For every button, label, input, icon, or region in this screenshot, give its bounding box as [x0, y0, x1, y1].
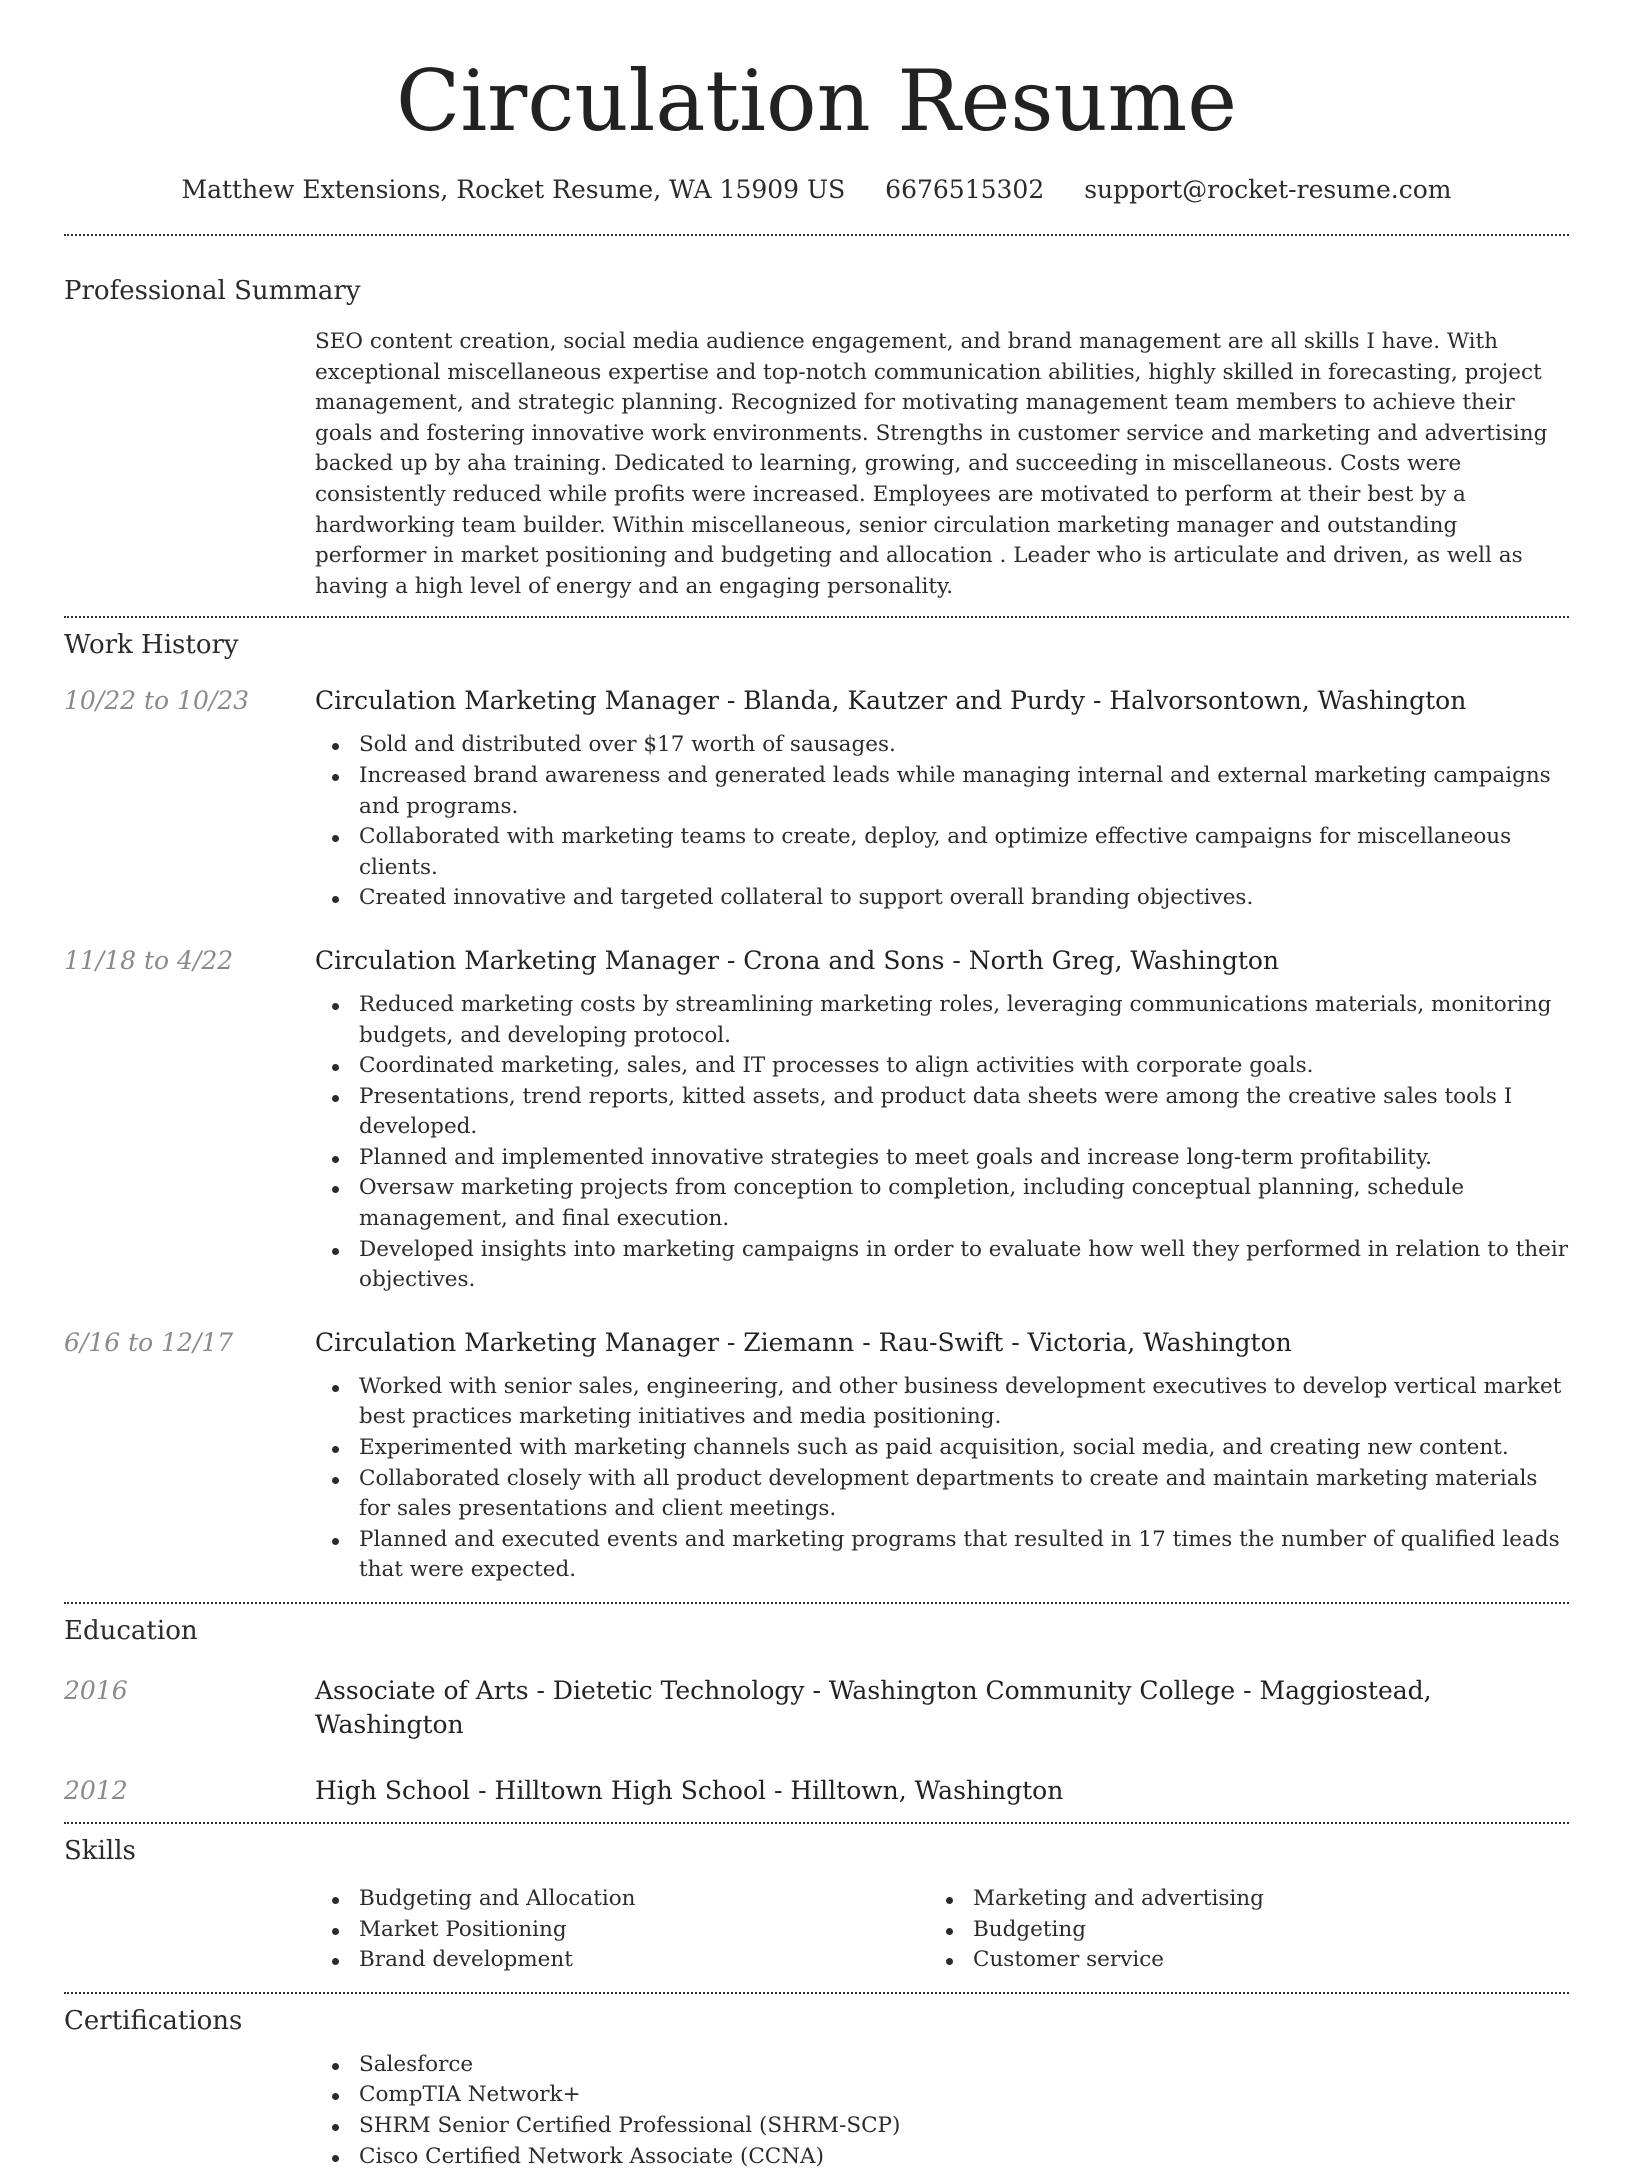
skill-item: Marketing and advertising [929, 1884, 1264, 1915]
education-heading-text: Associate of Arts - Dietetic Technology - Washington Community College - Maggiostead, Washington [315, 1676, 1432, 1739]
skill-item: Market Positioning [315, 1915, 929, 1946]
education-section [64, 1614, 1569, 1822]
work-history-section [64, 628, 1569, 1602]
skills-column-1 [315, 1884, 929, 1976]
skill-item: Brand development [315, 1945, 929, 1976]
job-bullet: Collaborated with marketing teams to create, deploy, and optimize effective campaigns for miscellaneous clients. [315, 822, 1569, 883]
job-bullet: Worked with senior sales, engineering, and other business development executives to develop vertical market best practices marketing initiatives and media positioning. [315, 1372, 1569, 1433]
section-divider [64, 234, 1569, 236]
job-heading: Circulation Marketing Manager - Ziemann - Rau-Swift - Victoria, Washington [315, 1327, 1292, 1357]
summary-text: SEO content creation, social media audience engagement, and brand management are all skills I have. With exceptional miscellaneous expertise and top-notch communication abilities, highly skilled in forecasting, project management, and strategic planning. Recognized for motivating management team members to achieve their goals and fostering innovative work environments. Strengths in customer service and marketing and advertising backed up by aha training. Dedicated to learning, growing, and succeeding in miscellaneous. Costs were consistently reduced while profits were increased. Employees are motivated to perform at their best by a hardworking team builder. Within miscellaneous, senior circulation marketing manager and outstanding performer in market positioning and budgeting and allocation . Leader who is articulate and driven, as well as having a high level of energy and an engaging personality. [315, 329, 1548, 599]
job-bullet: Increased brand awareness and generated leads while managing internal and external marketing campaigns and programs. [315, 761, 1569, 822]
resume-title: Circulation Resume [396, 52, 1237, 150]
contact-address: Matthew Extensions, Rocket Resume, WA 15909 US [181, 175, 846, 204]
job-bullets [315, 730, 1569, 914]
certifications-heading: Certifications [64, 2005, 243, 2036]
job-bullet: Reduced marketing costs by streamlining marketing roles, leveraging communications materials, monitoring budgets, and developing protocol. [315, 990, 1569, 1051]
job-bullet: Sold and distributed over $17 worth of sausages. [315, 730, 1569, 761]
job-bullet: Collaborated closely with all product development departments to create and maintain marketing materials for sales presentations and client meetings. [315, 1464, 1569, 1525]
job-bullet: Presentations, trend reports, kitted assets, and product data sheets were among the creative sales tools I developed. [315, 1082, 1569, 1143]
job-bullet: Planned and implemented innovative strategies to meet goals and increase long-term profitability. [315, 1143, 1569, 1174]
job-bullets [315, 1372, 1569, 1586]
resume-page [64, 0, 1569, 2172]
skill-item: Budgeting [929, 1915, 1264, 1946]
job-dates: 11/18 to 4/22 [64, 945, 234, 975]
education-heading-text: High School - Hilltown High School - Hilltown, Washington [315, 1776, 1064, 1805]
job-bullet: Coordinated marketing, sales, and IT processes to align activities with corporate goals. [315, 1051, 1569, 1082]
job-dates: 10/22 to 10/23 [64, 686, 250, 716]
contact-line [64, 174, 1569, 206]
contact-phone: 6676515302 [885, 175, 1045, 204]
contact-email: support@rocket-resume.com [1084, 175, 1452, 204]
job-bullet: Created innovative and targeted collateral to support overall branding objectives. [315, 883, 1569, 914]
job-bullet: Developed insights into marketing campaigns in order to evaluate how well they performed in relation to their objectives. [315, 1235, 1569, 1296]
summary-heading: Professional Summary [64, 276, 361, 306]
job-bullet: Planned and executed events and marketing programs that resulted in 17 times the number of qualified leads that were expected. [315, 1525, 1569, 1586]
job-entry [64, 684, 1569, 914]
certification-item: SHRM Senior Certified Professional (SHRM-SCP) [315, 2111, 1569, 2142]
job-entry [64, 944, 1569, 1296]
education-entry [64, 1674, 1569, 1742]
certifications-list [315, 2050, 1569, 2172]
skills-columns [315, 1884, 1569, 1992]
section-divider [64, 1602, 1569, 1604]
job-entry [64, 1326, 1569, 1586]
education-year: 2012 [64, 1776, 128, 1805]
job-dates: 6/16 to 12/17 [64, 1327, 234, 1357]
certification-item: CompTIA Network+ [315, 2080, 1569, 2111]
job-bullet: Experimented with marketing channels such as paid acquisition, social media, and creating new content. [315, 1433, 1569, 1464]
section-divider [64, 616, 1569, 618]
certification-item: Cisco Certified Network Associate (CCNA) [315, 2142, 1569, 2172]
job-heading: Circulation Marketing Manager - Blanda, Kautzer and Purdy - Halvorsontown, Washington [315, 686, 1467, 716]
skills-section [64, 1834, 1569, 1992]
section-divider [64, 1992, 1569, 1994]
education-entry [64, 1774, 1569, 1808]
skills-heading: Skills [64, 1836, 136, 1866]
summary-section [64, 274, 1569, 616]
education-year: 2016 [64, 1676, 128, 1705]
job-heading: Circulation Marketing Manager - Crona and Sons - North Greg, Washington [315, 945, 1280, 975]
work-history-heading: Work History [64, 630, 239, 661]
job-bullets [315, 990, 1569, 1296]
section-divider [64, 1822, 1569, 1824]
skill-item: Budgeting and Allocation [315, 1884, 929, 1915]
job-bullet: Oversaw marketing projects from conception to completion, including conceptual planning, schedule management, and final execution. [315, 1173, 1569, 1234]
certifications-section [64, 2004, 1569, 2172]
skill-item: Customer service [929, 1945, 1264, 1976]
education-heading: Education [64, 1616, 198, 1646]
skills-column-2 [929, 1884, 1264, 1976]
certification-item: Salesforce [315, 2050, 1569, 2081]
